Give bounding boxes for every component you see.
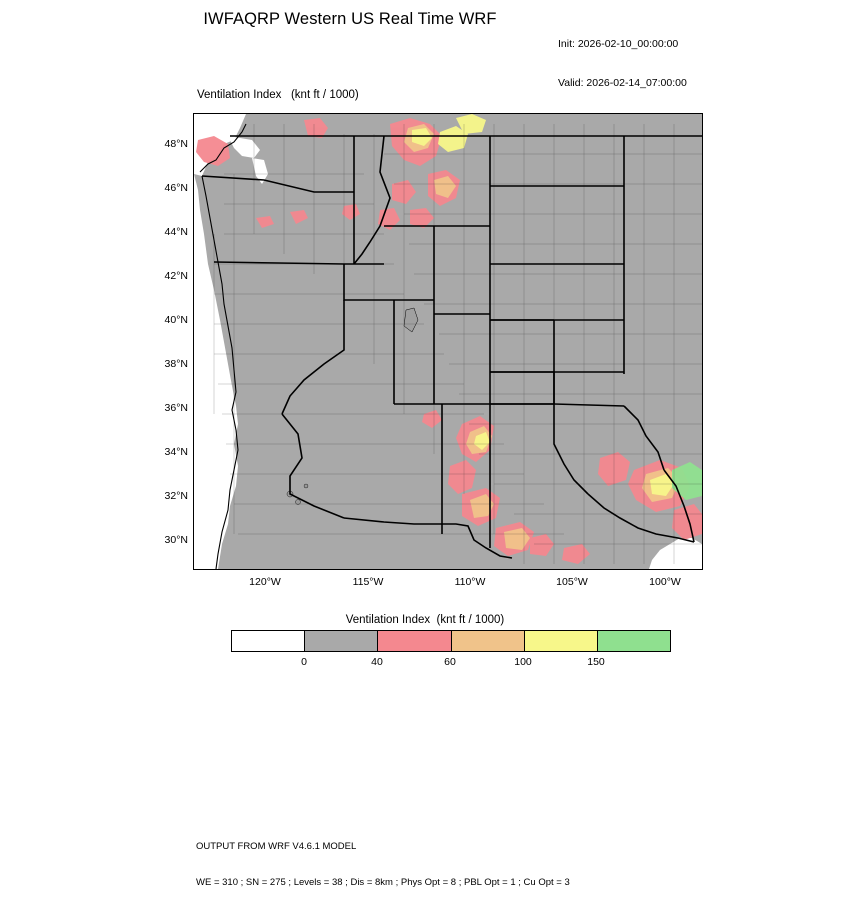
colorbar-tick: 60 — [444, 656, 456, 668]
colorbar-segment-2 — [378, 631, 451, 651]
lat-tick: 46°N — [164, 182, 188, 194]
lon-tick: 110°W — [454, 576, 486, 588]
colorbar-segment-4 — [525, 631, 598, 651]
lat-tick: 34°N — [164, 446, 188, 458]
longitude-axis — [193, 576, 703, 596]
lat-tick: 30°N — [164, 534, 188, 546]
map-graphic — [194, 114, 702, 569]
lon-tick: 115°W — [352, 576, 384, 588]
colorbar-segment-5 — [598, 631, 670, 651]
model-info-line-2: WE = 310 ; SN = 275 ; Levels = 38 ; Dis = 8km ; Phys Opt = 8 ; PBL Opt = 1 ; Cu Opt = 3 — [196, 877, 570, 888]
colorbar-ticks — [231, 656, 671, 672]
colorbar-tick: 100 — [514, 656, 532, 668]
valid-time-label: Valid: 2026-02-14_07:00:00 — [558, 77, 687, 89]
lat-tick: 36°N — [164, 402, 188, 414]
lat-tick: 32°N — [164, 490, 188, 502]
model-info — [196, 817, 570, 913]
colorbar-segment-1 — [305, 631, 378, 651]
map-panel[interactable] — [193, 113, 703, 570]
colorbar — [231, 630, 671, 652]
lat-tick: 40°N — [164, 314, 188, 326]
latitude-axis — [140, 113, 188, 570]
lat-tick: 44°N — [164, 226, 188, 238]
lat-tick: 38°N — [164, 358, 188, 370]
colorbar-title: Ventilation Index (knt ft / 1000) — [345, 614, 505, 626]
run-info — [558, 12, 687, 116]
colorbar-tick: 40 — [371, 656, 383, 668]
colorbar-segment-0 — [232, 631, 305, 651]
page-title: IWFAQRP Western US Real Time WRF — [203, 10, 497, 28]
colorbar-tick: 150 — [587, 656, 605, 668]
colorbar-tick: 0 — [301, 656, 307, 668]
lat-tick: 42°N — [164, 270, 188, 282]
lat-tick: 48°N — [164, 138, 188, 150]
lon-tick: 105°W — [556, 576, 588, 588]
model-info-line-1: OUTPUT FROM WRF V4.6.1 MODEL — [196, 841, 357, 852]
colorbar-segment-3 — [452, 631, 525, 651]
init-time-label: Init: 2026-02-10_00:00:00 — [558, 38, 679, 50]
lon-tick: 100°W — [649, 576, 681, 588]
plot-title: Ventilation Index (knt ft / 1000) — [197, 89, 359, 101]
lon-tick: 120°W — [249, 576, 281, 588]
